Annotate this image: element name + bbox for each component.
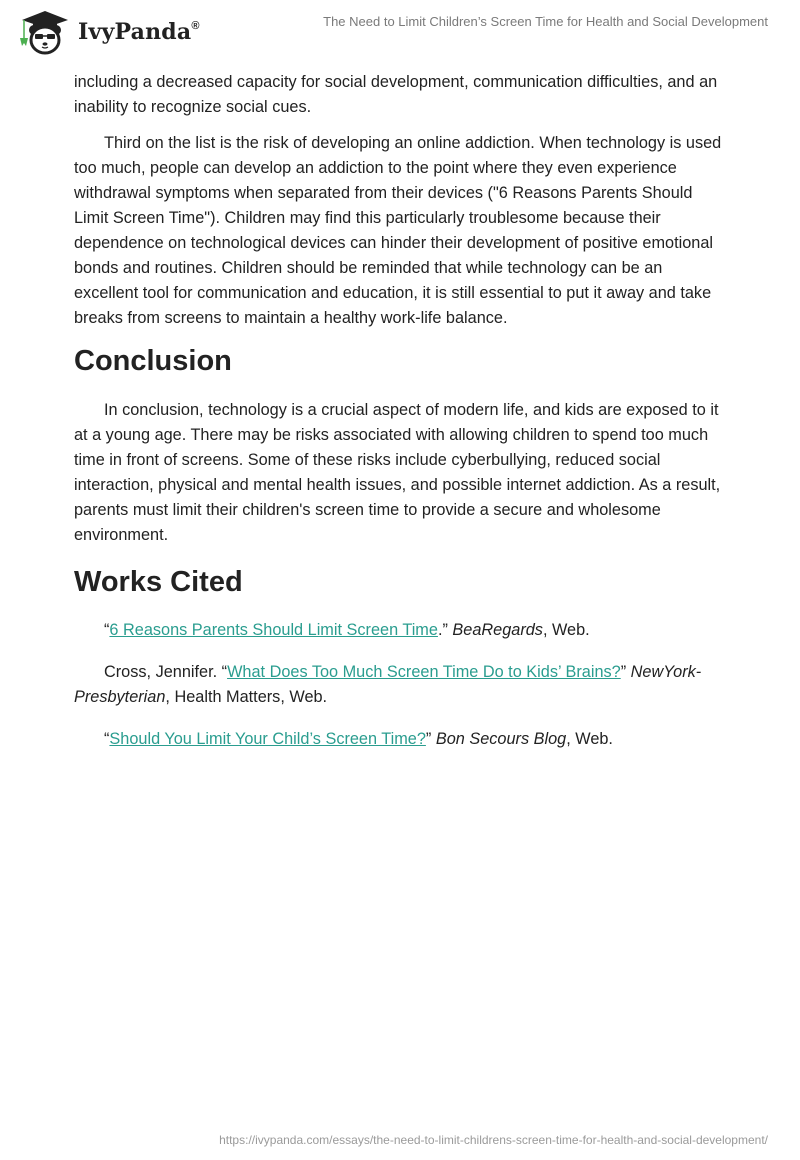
citation-suffix: , Health Matters, Web. xyxy=(165,688,328,706)
footer-url[interactable]: https://ivypanda.com/essays/the-need-to-limit-childrens-screen-time-for-health-and-social-development/ xyxy=(219,1133,768,1147)
citation-prefix: “ xyxy=(104,621,110,639)
conclusion-heading: Conclusion xyxy=(74,345,232,377)
citation-suffix: , Web. xyxy=(566,730,613,748)
logo-wordmark: IvyPanda xyxy=(78,19,192,45)
citation-after-link: ” xyxy=(620,663,627,681)
works-cited-heading: Works Cited xyxy=(74,566,243,598)
paragraph-continued: including a decreased capacity for social development, communication difficulties, and an inability to recognize social cues. xyxy=(74,73,718,116)
citation-after-link: .” xyxy=(437,621,448,639)
citation-suffix: , Web. xyxy=(542,621,590,639)
essay-content xyxy=(74,70,724,769)
page-header xyxy=(0,0,800,60)
citation-item xyxy=(74,618,724,643)
logo-text xyxy=(78,19,200,45)
citation-after-link: ” xyxy=(425,730,432,748)
document-title: The Need to Limit Children’s Screen Time for Health and Social Development xyxy=(323,14,768,29)
citation-prefix: Cross, Jennifer. “ xyxy=(104,663,228,681)
citation-source: NewYork-Presbyterian xyxy=(74,663,702,706)
registered-mark: ® xyxy=(191,19,200,32)
citation-item xyxy=(74,660,724,710)
citation-link[interactable]: What Does Too Much Screen Time Do to Kids’ Brains? xyxy=(227,663,621,681)
citation-source: Bon Secours Blog xyxy=(435,730,567,748)
paragraph-online-addiction: Third on the list is the risk of developing an online addiction. When technology is used too much, people can develop an addiction to the point where they even experience withdrawal symptoms when separated from their devices ("6 Reasons Parents Should Limit Screen Time"). Children may find this particularly troublesome because their dependence on technological devices can hinder their development of positive emotional bonds and routines. Children should be reminded that while technology can be an excellent tool for communication and education, it is still essential to put it away and take breaks from screens to maintain a healthy work-life balance. xyxy=(74,134,722,327)
citation-link[interactable]: 6 Reasons Parents Should Limit Screen Time xyxy=(109,621,438,639)
citation-item xyxy=(74,727,724,752)
panda-graduate-icon xyxy=(14,8,76,56)
citation-source: BeaRegards xyxy=(452,621,543,639)
ivypanda-logo[interactable] xyxy=(14,8,200,56)
paragraph-conclusion: In conclusion, technology is a crucial aspect of modern life, and kids are exposed to it at a young age. There may be risks associated with allowing children to spend too much time in front of screens. Some of these risks include cyberbullying, reduced social interaction, physical and mental health issues, and possible internet addiction. As a result, parents must limit their children's screen time to provide a secure and wholesome environment. xyxy=(74,401,721,544)
citation-prefix: “ xyxy=(104,730,110,748)
citation-link[interactable]: Should You Limit Your Child’s Screen Time? xyxy=(109,730,426,748)
